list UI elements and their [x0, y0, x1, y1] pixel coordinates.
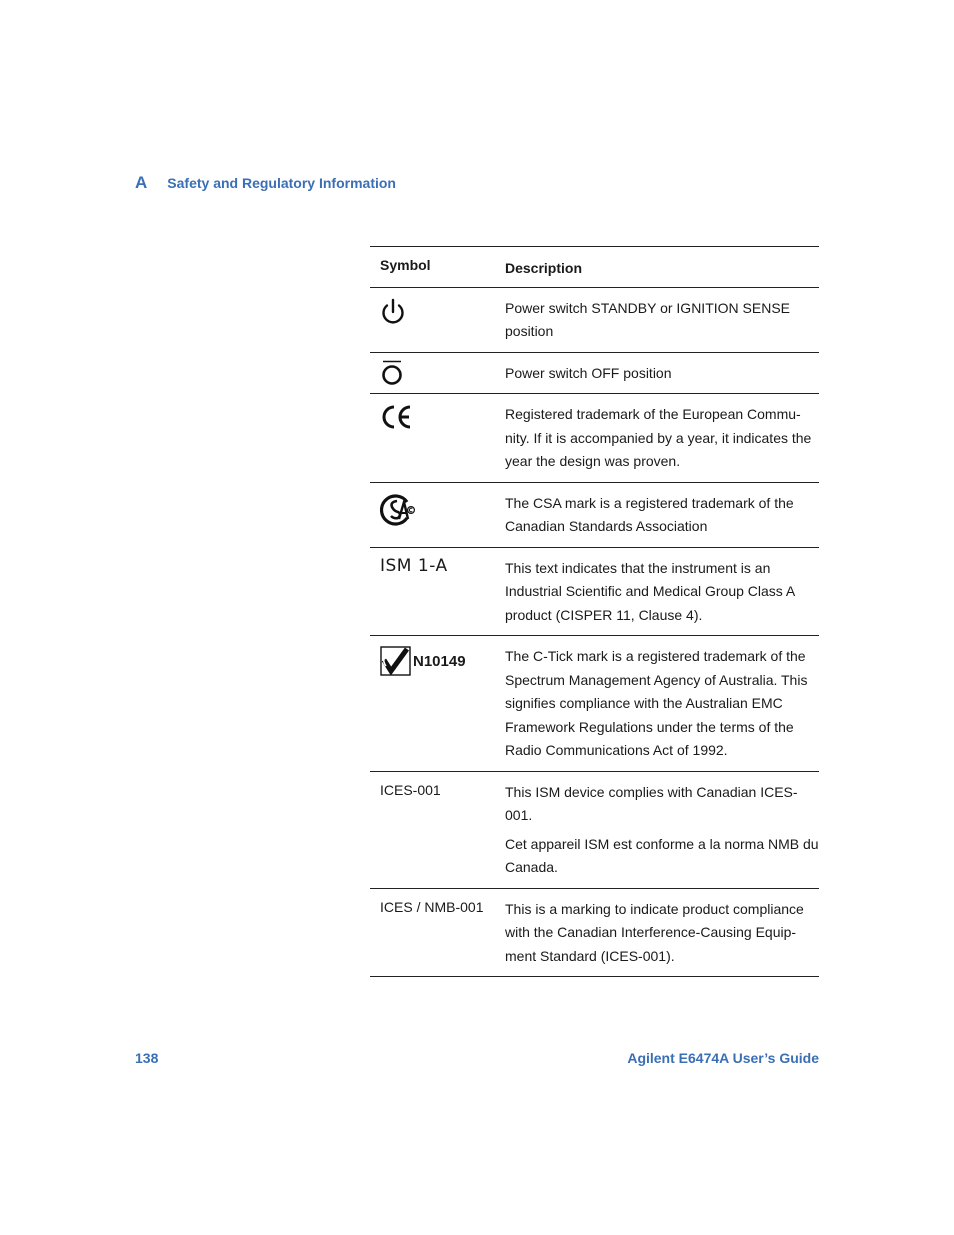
column-header-symbol: Symbol	[380, 257, 431, 273]
symbol-cell	[370, 636, 505, 771]
description-cell	[505, 636, 819, 771]
description-cell	[505, 288, 819, 352]
description-text: The C-Tick mark is a registered trademark of the Spectrum Management Agency of Australia. This signifies compliance with the Australian EMC Framework Regulations under the terms of the Radio Communications Act of 1992.	[505, 648, 808, 758]
c-tick-mark	[380, 646, 466, 676]
description-text: This is a marking to indicate product compliance with the Canadian Interference-Causing Equip-ment Standard (ICES-001).	[505, 900, 804, 964]
symbol-cell	[370, 548, 505, 636]
ce-mark-icon	[380, 404, 414, 430]
ism-mark-text: ISM 1-A	[380, 555, 448, 576]
symbol-cell	[370, 353, 505, 394]
symbol-text: ICES / NMB-001	[380, 898, 484, 915]
power-off-icon	[380, 360, 404, 386]
symbol-cell	[370, 394, 505, 482]
csa-mark-icon	[380, 493, 416, 527]
c-tick-icon	[380, 646, 411, 676]
section-title: Safety and Regulatory Information	[167, 175, 396, 191]
symbol-text: ICES-001	[380, 781, 441, 798]
symbol-table	[370, 246, 819, 977]
description-cell	[505, 394, 819, 482]
table-row	[370, 393, 819, 482]
c-tick-number: N10149	[413, 652, 466, 670]
table-row	[370, 287, 819, 352]
table-header-row	[370, 247, 819, 287]
table-row	[370, 771, 819, 888]
table-row	[370, 888, 819, 977]
description-text-french: Cet appareil ISM est conforme a la norma NMB du Canada.	[505, 835, 819, 875]
description-cell	[505, 548, 819, 636]
symbol-cell	[370, 483, 505, 547]
chapter-letter: A	[135, 173, 148, 192]
symbol-cell	[370, 288, 505, 352]
table-row	[370, 547, 819, 636]
table-row	[370, 482, 819, 547]
table-row	[370, 352, 819, 394]
description-text: Power switch OFF position	[505, 364, 672, 381]
guide-title: Agilent E6474A User’s Guide	[627, 1050, 819, 1066]
symbol-cell	[370, 889, 505, 977]
page-number: 138	[135, 1050, 159, 1066]
description-text: Registered trademark of the European Commu-nity. If it is accompanied by a year, it indicates the year the design was proven.	[505, 406, 812, 469]
power-standby-icon	[380, 298, 406, 326]
symbol-cell	[370, 772, 505, 888]
column-header-description: Description	[505, 260, 583, 276]
description-cell	[505, 772, 819, 888]
description-cell	[505, 483, 819, 547]
description-cell	[505, 889, 819, 977]
table-row	[370, 635, 819, 771]
description-text: The CSA mark is a registered trademark of the Canadian Standards Association	[505, 494, 794, 534]
description-text: Power switch STANDBY or IGNITION SENSE position	[505, 299, 790, 339]
description-cell	[505, 353, 819, 394]
page-footer	[135, 1050, 819, 1066]
running-header	[135, 173, 396, 193]
description-text: This text indicates that the instrument is an Industrial Scientific and Medical Group Class A product (CISPER 11, Clause 4).	[505, 559, 795, 623]
description-text: This ISM device complies with Canadian ICES-001.	[505, 783, 798, 823]
